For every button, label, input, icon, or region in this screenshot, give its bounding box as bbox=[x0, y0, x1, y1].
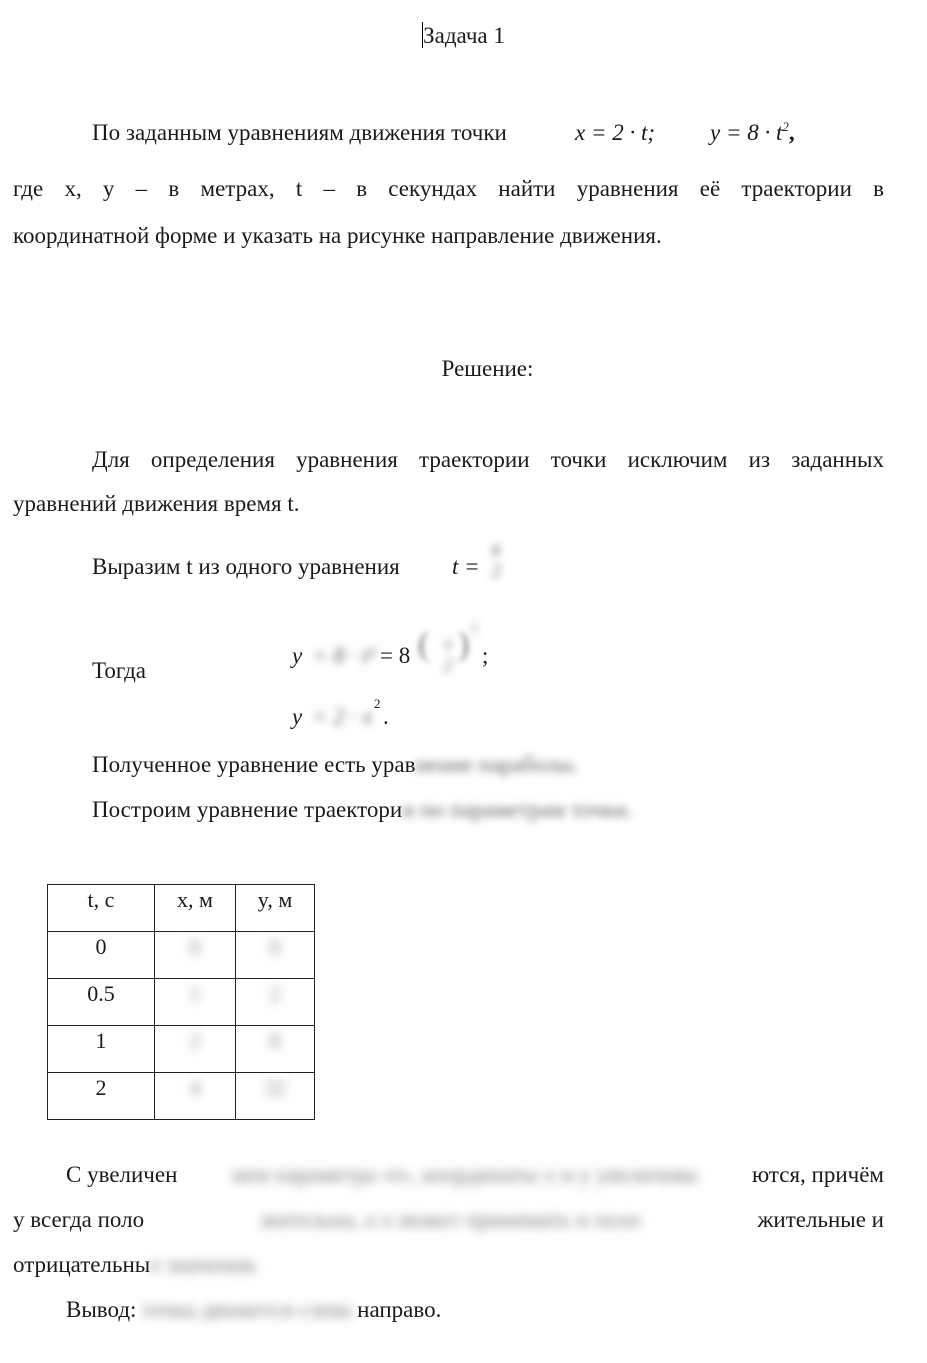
y-equation-1-blurred: = 8 · t² bbox=[312, 643, 376, 668]
cell-t: 0 bbox=[48, 932, 155, 979]
y-equation-1-exp: 2 bbox=[471, 620, 478, 635]
para1-line-1: Для определения уравнения траектории точки исключим из заданных bbox=[92, 447, 884, 472]
table-row bbox=[48, 1026, 315, 1073]
table-row bbox=[48, 932, 315, 979]
cell-x: 4 bbox=[155, 1073, 236, 1120]
intro-line-3: координатной форме и указать на рисунке направление движения. bbox=[13, 223, 662, 248]
cell-t: 2 bbox=[48, 1073, 155, 1120]
t-fraction: x 2 bbox=[491, 538, 501, 582]
conclusion-line-1: С увеличен ием параметра «t», координаты x и y увеличива ются, причём bbox=[66, 1162, 884, 1187]
intro-line-1: По заданным уравнениям движения точки bbox=[92, 120, 507, 145]
cell-y: 8 bbox=[236, 1026, 315, 1073]
solution-heading: Решение: bbox=[441, 356, 534, 381]
para1-line-2: уравнений движения время t. bbox=[13, 491, 300, 516]
equation-y: $y = 8 \cdot t^2$, bbox=[710, 119, 795, 145]
y-equation-1-end: ; bbox=[482, 643, 489, 668]
y-equation-1-paren-left: ( bbox=[418, 626, 430, 663]
y-equation-1-mid: = 8 bbox=[380, 643, 411, 668]
then-label: Тогда bbox=[92, 658, 147, 683]
y-equation-2-end: . bbox=[383, 704, 389, 729]
header-y: y, м bbox=[236, 885, 315, 932]
cell-t: 1 bbox=[48, 1026, 155, 1073]
cell-x: 2 bbox=[155, 1026, 236, 1073]
header-x: x, м bbox=[155, 885, 236, 932]
table-row bbox=[48, 1073, 315, 1120]
values-table bbox=[47, 884, 315, 1120]
table-row bbox=[48, 979, 315, 1026]
y-equation-2-exp: 2 bbox=[374, 696, 381, 711]
cell-y: 32 bbox=[236, 1073, 315, 1120]
t-equation: t = bbox=[452, 554, 480, 579]
table-header-row bbox=[48, 885, 315, 932]
cell-x: 1 bbox=[155, 979, 236, 1026]
cell-x: 0 bbox=[155, 932, 236, 979]
cell-y: 2 bbox=[236, 979, 315, 1026]
intro-line-2: где x, y – в метрах, t – в секундах найти уравнения её траектории в bbox=[13, 176, 884, 201]
final-conclusion: Вывод: точка движется слева направо. bbox=[66, 1297, 442, 1322]
y-equation-1-fraction: x 2 bbox=[443, 633, 453, 675]
y-equation-2: y bbox=[292, 704, 303, 729]
cell-y: 0 bbox=[236, 932, 315, 979]
conclusion-line-3: отрицательные значения. bbox=[13, 1252, 260, 1277]
conclusion-line-2: y всегда поло жительна, а x может принимать и поло жительные и bbox=[13, 1207, 884, 1232]
y-equation-2-blurred: = 2 · x bbox=[312, 704, 373, 729]
header-t: t, с bbox=[48, 885, 155, 932]
y-equation-1-paren-right: ) bbox=[458, 626, 470, 663]
equation-x: x = 2 · t; bbox=[575, 120, 656, 145]
result-line: Полученное уравнение есть уравнение параболы. bbox=[92, 752, 579, 777]
express-text: Выразим t из одного уравнения bbox=[92, 554, 400, 579]
task-title: Задача 1 bbox=[423, 23, 505, 48]
cell-t: 0.5 bbox=[48, 979, 155, 1026]
y-equation-1: y bbox=[292, 643, 303, 668]
build-line: Построим уравнение траектории по параметрам точки. bbox=[92, 797, 633, 822]
